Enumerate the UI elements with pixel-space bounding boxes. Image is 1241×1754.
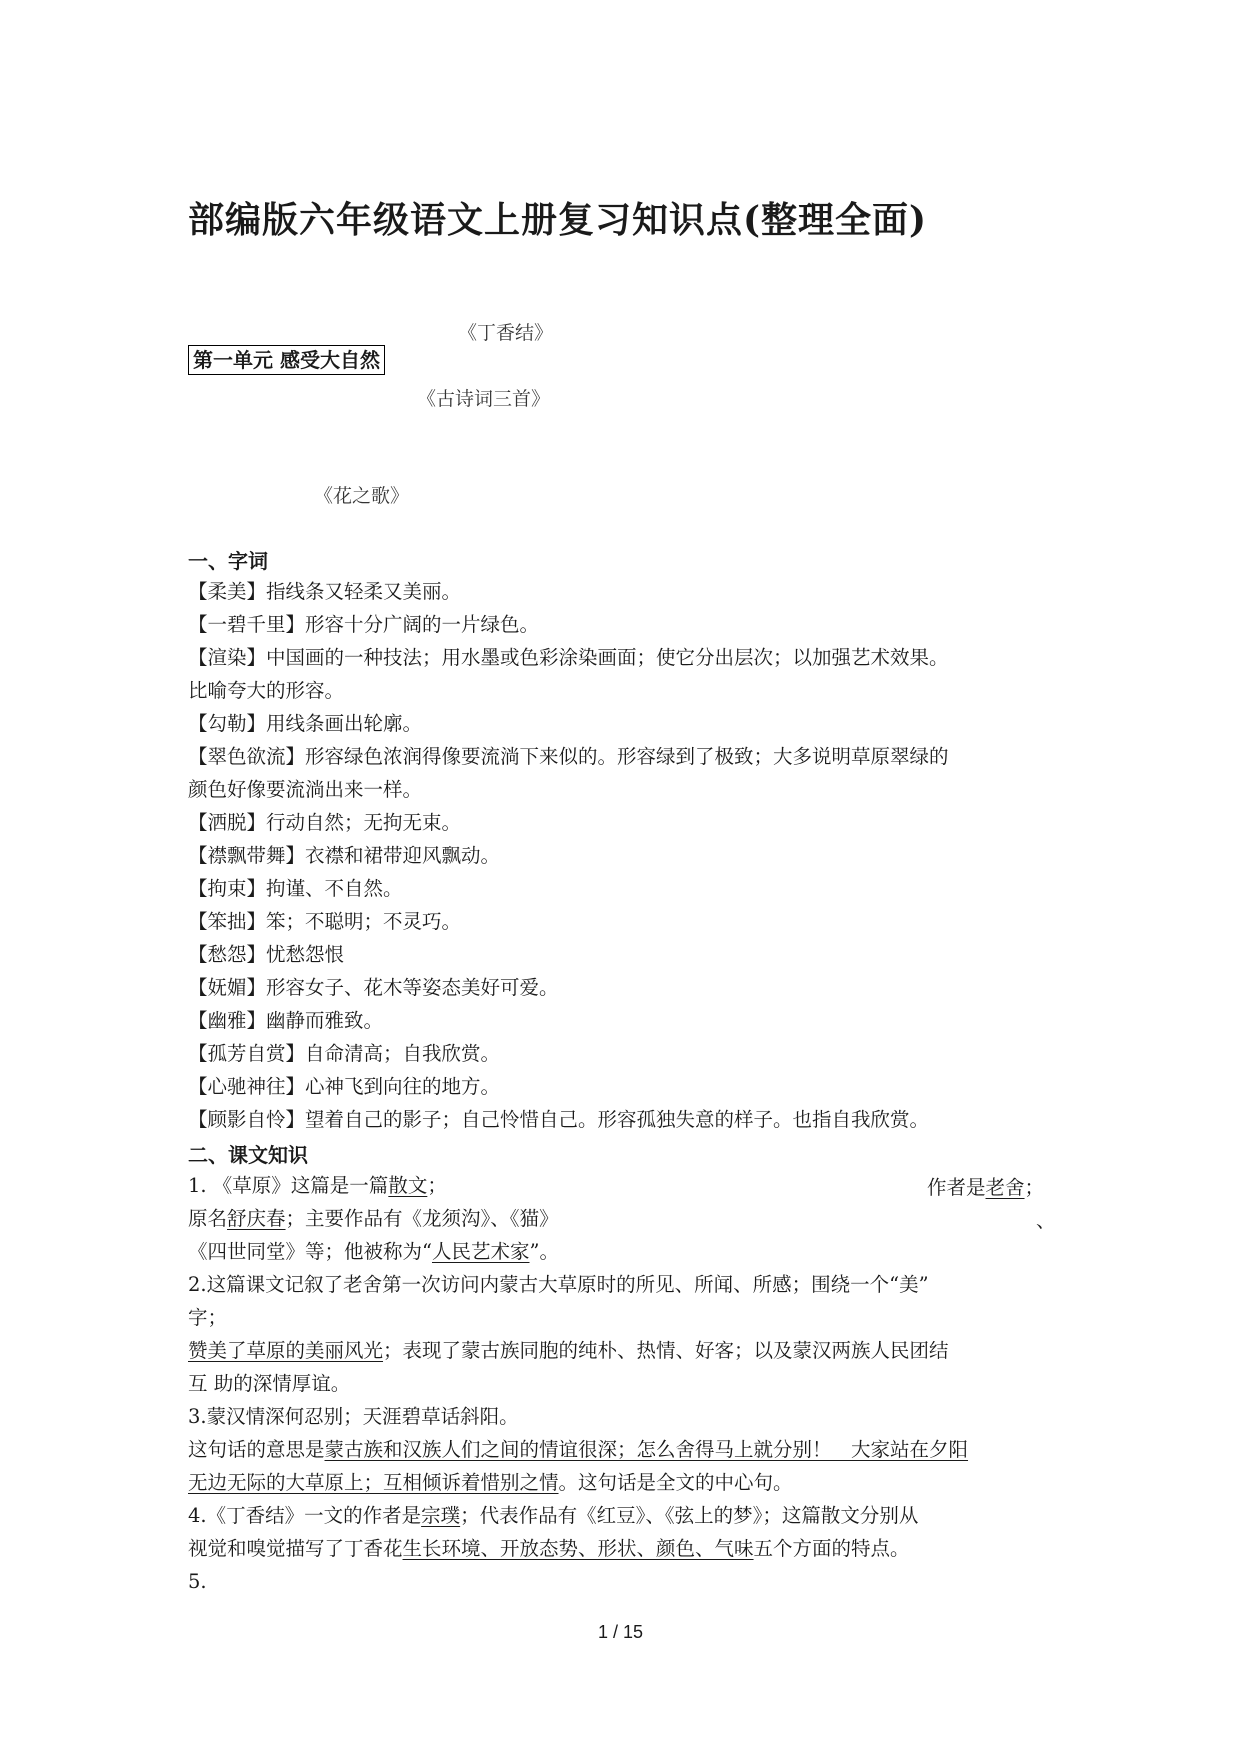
vocab-line: 【渲染】中国画的一种技法；用水墨或色彩涂染画面；使它分出层次；以加强艺术效果。: [188, 646, 949, 669]
page-title: 部编版六年级语文上册复习知识点(整理全面): [188, 199, 928, 241]
knowledge-item-2-line1: 2.这篇课文记叙了老舍第一次访问内蒙古大草原时的所见、所闻、所感；围绕一个“美”: [188, 1273, 929, 1296]
knowledge-item-1-line2: 原名舒庆春；主要作品有《龙须沟》、《猫》: [188, 1207, 559, 1230]
knowledge-item-1-punct: 、: [1036, 1209, 1056, 1232]
knowledge-item-3-line3: 无边无际的大草原上；互相倾诉着惜别之情。这句话是全文的中心句。: [188, 1471, 793, 1494]
lesson-title-huazhige: 《花之歌》: [314, 485, 410, 507]
unit-title-box: 第一单元 感受大自然: [188, 345, 385, 375]
vocab-line: 比喻夸大的形容。: [188, 679, 345, 702]
lesson-title-gushici: 《古诗词三首》: [417, 388, 551, 410]
knowledge-item-1-line3: 《四世同堂》等；他被称为“人民艺术家”。: [188, 1240, 559, 1263]
knowledge-item-1-line1: 1. 《草原》这篇是一篇散文；: [188, 1174, 447, 1197]
vocab-line: 【孤芳自赏】自命清高；自我欣赏。: [188, 1042, 501, 1065]
knowledge-item-2-line2: 字；: [188, 1306, 228, 1329]
vocab-line: 【襟飘带舞】衣襟和裙带迎风飘动。: [188, 844, 501, 867]
knowledge-item-2-line3: 赞美了草原的美丽风光；表现了蒙古族同胞的纯朴、热情、好客；以及蒙汉两族人民团结: [188, 1339, 949, 1362]
vocab-line: 【翠色欲流】形容绿色浓润得像要流淌下来似的。形容绿到了极致；大多说明草原翠绿的: [188, 745, 949, 768]
vocab-line: 【洒脱】行动自然；无拘无束。: [188, 811, 462, 834]
vocab-line: 【愁怨】忧愁怨恨: [188, 943, 345, 966]
section-heading-knowledge: 二、课文知识: [188, 1143, 308, 1167]
vocab-line: 【幽雅】幽静而雅致。: [188, 1009, 384, 1032]
knowledge-item-3-line1: 3.蒙汉情深何忍别；天涯碧草话斜阳。: [188, 1405, 519, 1428]
knowledge-item-4-line1: 4.《丁香结》一文的作者是宗璞；代表作品有《红豆》、《弦上的梦》；这篇散文分别从: [188, 1504, 919, 1527]
knowledge-item-1-author: 作者是老舍；: [927, 1176, 1045, 1199]
knowledge-item-2-line4: 互 助的深情厚谊。: [188, 1372, 351, 1395]
vocab-line: 【拘束】拘谨、不自然。: [188, 877, 403, 900]
page-number: 1 / 15: [597, 1622, 644, 1642]
knowledge-item-3-line2: 这句话的意思是蒙古族和汉族人们之间的情谊很深；怎么舍得马上就分别！ 大家站在夕阳: [188, 1438, 969, 1461]
vocab-line: 【勾勒】用线条画出轮廓。: [188, 712, 423, 735]
vocab-line: 【柔美】指线条又轻柔又美丽。: [188, 580, 462, 603]
lesson-title-dingxiangjie: 《丁香结》: [458, 322, 554, 344]
vocab-line: 颜色好像要流淌出来一样。: [188, 778, 423, 801]
vocab-line: 【顾影自怜】望着自己的影子；自己怜惜自己。形容孤独失意的样子。也指自我欣赏。: [188, 1108, 930, 1131]
section-heading-vocab: 一、字词: [188, 549, 268, 573]
knowledge-item-5: 5.: [188, 1570, 207, 1593]
vocab-line: 【妩媚】形容女子、花木等姿态美好可爱。: [188, 976, 559, 999]
vocab-line: 【心驰神往】心神飞到向往的地方。: [188, 1075, 501, 1098]
vocab-line: 【一碧千里】形容十分广阔的一片绿色。: [188, 613, 540, 636]
knowledge-item-4-line2: 视觉和嗅觉描写了丁香花生长环境、开放态势、形状、颜色、气味五个方面的特点。: [188, 1537, 910, 1560]
vocab-line: 【笨拙】笨；不聪明；不灵巧。: [188, 910, 462, 933]
